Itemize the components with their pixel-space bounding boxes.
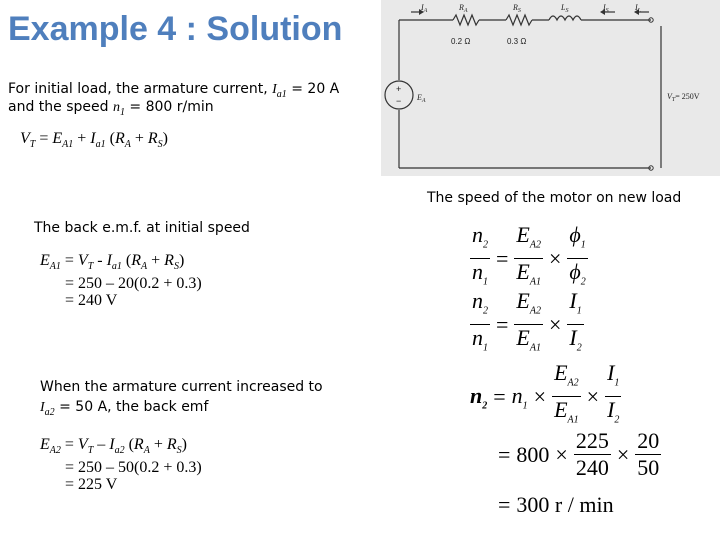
speed-caption: The speed of the motor on new load [427, 190, 682, 206]
svg-text:+: + [396, 84, 402, 94]
n1-symbol: $n_1$ [112, 100, 125, 118]
back-emf2-equation: $E_{A2} = V_T - I_{a2}$ $(R_A + R_S)$ = 250 – 50(0.2 + 0.3) = 225 V [40, 436, 202, 494]
svg-text:IA: $I_A$ [421, 3, 428, 14]
back-emf-equation: $E_{A1} = V_T - I_{a1}$ $(R_A + R_S)$ = 250 – 20(0.2 + 0.3) = 240 V [40, 252, 202, 310]
svg-text:IL: $I_L$ [635, 3, 642, 14]
formula-substitution: = 800 × $\frac{225}{240}$ × $\frac{20}{50}$ [498, 428, 660, 480]
svg-text:−: − [396, 96, 402, 106]
svg-text:EA: $E_A$ [417, 93, 426, 104]
svg-text:IS: $I_S$ [603, 3, 609, 14]
svg-text:RS: $R_S$ [513, 3, 521, 14]
increase-line-2: $I_{a2} = 50$ A, the back emf [40, 399, 209, 418]
formula-speed-current: $\frac{n_2}{n_1}$ = $\frac{E_{A2}}{E_{A1}}$ × $\frac{I_1}{I_2}$ [472, 288, 582, 354]
back-emf2-line-2: = 250 – 50(0.2 + 0.3) [65, 459, 202, 477]
circuit-svg [381, 0, 720, 176]
circuit-diagram [381, 0, 720, 176]
intro-line2-prefix: and the speed [8, 99, 109, 115]
increase-line-1: When the armature current increased to [40, 379, 323, 395]
svg-text:VT= 250V: $V_T= 250V$ [667, 92, 700, 103]
back-emf-heading: The back e.m.f. at initial speed [34, 220, 250, 236]
back-emf-line-2: = 250 – 20(0.2 + 0.3) [65, 275, 202, 293]
vt-equation: $V_T = E_{A1} + I_{a1}$ $(R_A + R_S)$ [20, 130, 168, 151]
page-title: Example 4 : Solution [8, 10, 343, 48]
intro-line-2 [8, 98, 214, 122]
back-emf2-line-3: = 225 V [65, 476, 118, 494]
ra-value: 0.2 Ω [451, 37, 471, 46]
svg-text:RA: $R_A$ [459, 3, 468, 14]
intro-line1-prefix: For initial load, the armature current, [8, 81, 268, 97]
back-emf-line-3: = 240 V [65, 292, 118, 310]
formula-result: = 300 r / min [498, 492, 614, 517]
result-value: 300 r / min [516, 492, 614, 517]
intro-line2-suffix: = 800 r/min [129, 99, 214, 115]
svg-text:LS: $L_S$ [561, 3, 569, 14]
formula-speed-flux: $\frac{n_2}{n_1}$ = $\frac{E_{A2}}{E_{A1}}$ × $\frac{\phi_1}{\phi_2}$ [472, 222, 586, 288]
rs-value: 0.3 Ω [507, 37, 527, 46]
intro-line1-suffix: = 20 A [291, 81, 340, 97]
formula-n2: $n_2$ = $n_1$ × $\frac{E_{A2}}{E_{A1}}$ × $\frac{I_1}{I_2}$ [470, 360, 620, 426]
ia1-symbol: $I_{a1}$ [272, 82, 287, 100]
